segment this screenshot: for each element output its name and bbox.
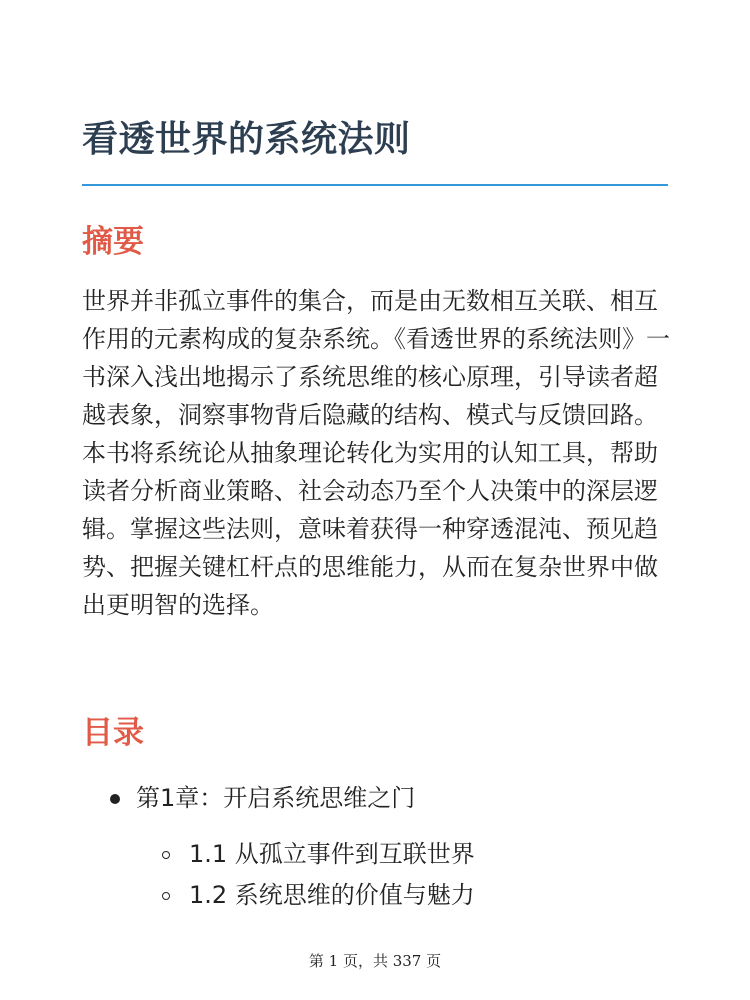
toc-chapter-1[interactable]: 第1章：开启系统思维之门 [136, 784, 416, 812]
toc-section-1-2[interactable]: 1.2 系统思维的价值与魅力 [189, 881, 475, 909]
title-divider [82, 184, 668, 186]
page-title: 看透世界的系统法则 [82, 119, 411, 160]
toc-section-1-1[interactable]: 1.1 从孤立事件到互联世界 [189, 840, 475, 868]
toc-heading: 目录 [82, 715, 144, 751]
bullet-circle-icon [162, 892, 170, 900]
bullet-circle-icon [162, 851, 170, 859]
bullet-disc-icon [110, 794, 120, 804]
summary-heading: 摘要 [82, 224, 144, 260]
page-footer: 第 1 页，共 337 页 [308, 952, 442, 970]
summary-paragraph: 世界并非孤立事件的集合，而是由无数相互关联、相互作用的元素构成的复杂系统。《看透世界的系统法则》一书深入浅出地揭示了系统思维的核心原理，引导读者超越表象，洞察事物背后隐藏的结构、模式与反馈回路。本书将系统论从抽象理论转化为实用的认知工具，帮助读者分析商业策略、社会动态乃至个人决策中的深层逻辑。掌握这些法则，意味着获得一种穿透混沌、预见趋势、把握关键杠杆点的思维能力，从而在复杂世界中做出更明智的选择。 [82, 287, 670, 619]
